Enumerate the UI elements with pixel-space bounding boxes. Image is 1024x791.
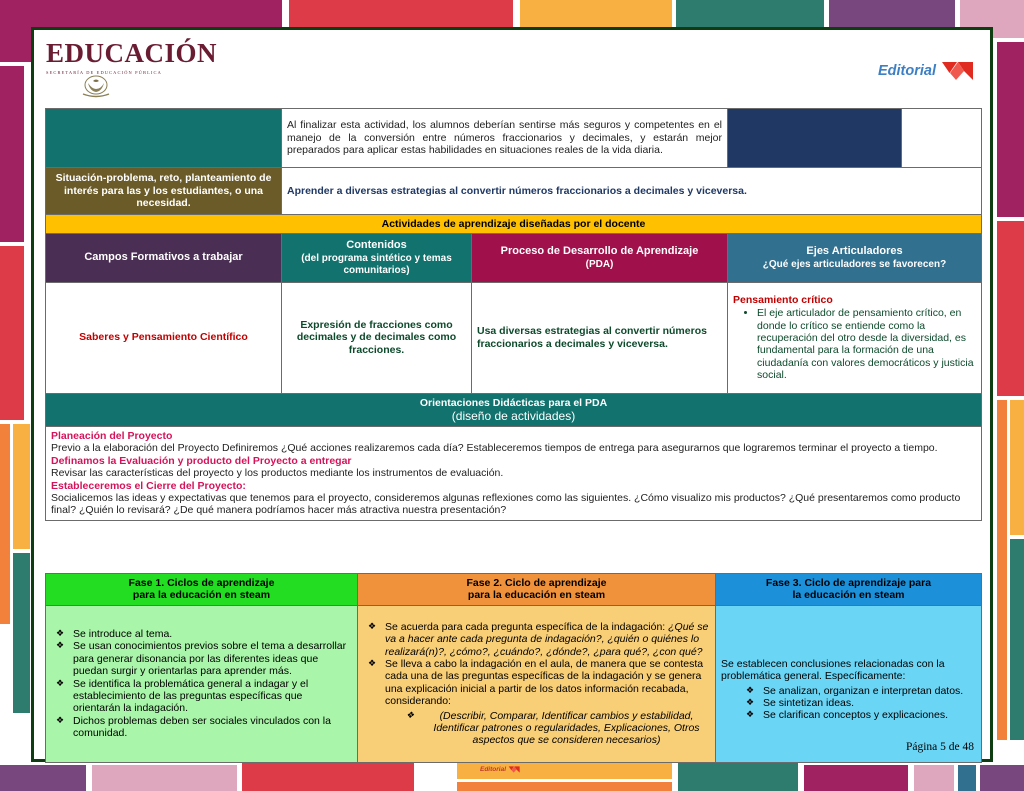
orientaciones-heading: Estableceremos el Cierre del Proyecto:	[51, 479, 246, 492]
table-row-situation	[46, 168, 982, 215]
mosaic-block	[0, 246, 24, 420]
phase-1-title-line2: para la educación en steam	[132, 589, 271, 602]
blank-cell	[902, 109, 982, 168]
list-item: ❖ Se analizan, organizan e interpretan datos.	[761, 685, 976, 697]
orientaciones-bar	[46, 393, 982, 427]
cell-contenidos-value: Expresión de fracciones como decimales y de decimales como fracciones.	[282, 282, 472, 393]
list-item: ❖ (Describir, Comparar, Identificar cambios y estabilidad, Identificar patrones o regularidades, Explicaciones, Otros aspectos que se consideren necesarios)	[421, 710, 710, 747]
list-item: ❖ Se introduce al tema.	[71, 628, 352, 640]
publisher-logo	[878, 60, 974, 82]
col-header-ejes-title: Ejes Articuladores	[806, 245, 903, 258]
col-header-pda-sub: (PDA)	[585, 258, 614, 270]
col-header-contenidos-title: Contenidos	[346, 239, 407, 252]
md-mark-icon	[508, 765, 520, 774]
mosaic-block	[92, 765, 237, 791]
teal-spacer-cell	[46, 109, 282, 168]
phase-1-title-line1: Fase 1. Ciclos de aprendizaje	[128, 577, 275, 589]
orientaciones-paragraph: Socialicemos las ideas y expectativas que tenemos para el proyecto, consideremos algunas reflexiones como las siguientes. ¿Cómo visualizo mis productos? ¿Qué presentaremos como producto final? ¿Quién lo revisará? ¿De qué manera podríamos hacer más atractiva nuestra presentación?	[51, 491, 961, 517]
ejes-bullet-list	[733, 307, 976, 381]
cell-campos-value: Saberes y Pensamiento Científico	[46, 282, 282, 393]
orientaciones-heading: Planeación del Proyecto	[51, 430, 173, 443]
orientaciones-heading: Definamos la Evaluación y producto del Proyecto a entregar	[51, 454, 352, 467]
page-number: Página 5 de 48	[905, 741, 974, 753]
mosaic-block	[980, 765, 1024, 791]
sep-logo-subtitle: SECRETARÍA DE EDUCACIÓN PÚBLICA	[46, 70, 162, 75]
sep-logo	[46, 40, 217, 75]
col-header-contenidos	[282, 234, 472, 282]
mosaic-block	[0, 66, 24, 242]
phase-3-header	[716, 574, 982, 606]
navy-spacer-cell	[728, 109, 902, 168]
list-item	[383, 621, 710, 658]
orientaciones-title: Orientaciones Didácticas para el PDA	[419, 396, 608, 409]
list-item: • El eje articulador de pensamiento crítico, en donde lo crítico se entiende como la recuperación del otro desde la diversidad, es fundamental para la formación de una ciudadanía con valores democráticos y justicia social.	[757, 307, 976, 381]
phase-1-body	[46, 605, 358, 762]
list-item: ❖ Se identifica la problemática general a indagar y el establecimiento de las preguntas específicas que orientarán la indagación.	[71, 678, 352, 715]
mosaic-block	[997, 42, 1024, 217]
phase-3-lead: Se establecen conclusiones relacionadas con la problemática general. Específicamente:	[721, 657, 945, 683]
phases-body-row	[46, 605, 982, 762]
table-row-column-headers	[46, 234, 982, 282]
phase-3-bullet-list	[721, 685, 976, 722]
footer-publisher-label: Editorial	[480, 765, 507, 773]
table-row-outcome	[46, 109, 982, 168]
mosaic-block	[997, 400, 1007, 740]
outcome-text: Al finalizar esta actividad, los alumnos deberían sentirse más seguros y competentes en el manejo de la conversión entre números fraccionarios y decimales, y estarán mejor preparados para aplicar estas habilidades en situaciones reales de la vida diaria.	[282, 109, 728, 168]
document-page	[31, 27, 993, 762]
col-header-contenidos-sub: (del programa sintético y temas comunitarios)	[301, 252, 452, 276]
mosaic-block	[997, 221, 1024, 396]
list-item: ❖ Se usan conocimientos previos sobre el tema a desarrollar para generar disonancia por las diferentes ideas que puedan surgir y orientarlas para aprender más.	[71, 640, 352, 677]
col-header-pda-title: Proceso de Desarrollo de Aprendizaje	[500, 245, 699, 258]
sep-logo-wordmark: EDUCACIÓN	[46, 38, 218, 68]
phase-3-body	[716, 605, 982, 762]
mosaic-block	[0, 765, 86, 791]
phase-1-header	[46, 574, 358, 606]
phases-table	[45, 573, 982, 763]
activities-bar-label: Actividades de aprendizaje diseñadas por el docente	[46, 215, 982, 234]
planning-table	[45, 108, 982, 521]
col-header-pda	[472, 234, 728, 282]
table-row-orientaciones-body	[46, 427, 982, 521]
mosaic-block	[13, 553, 30, 713]
mosaic-block	[13, 424, 30, 549]
publisher-label: Editorial	[877, 63, 936, 79]
col-header-ejes-sub: ¿Qué ejes articuladores se favorecen?	[762, 258, 947, 270]
mexican-coat-of-arms-icon	[79, 74, 113, 100]
phase-3-title-line2: la educación en steam	[792, 589, 905, 602]
phase-2-body	[358, 605, 716, 762]
phase-2-title-line1: Fase 2. Ciclo de aprendizaje	[466, 577, 607, 589]
phase-2-title-line2: para la educación en steam	[467, 589, 606, 602]
situation-text: Aprender a diversas estrategias al convertir números fraccionarios a decimales y viceversa.	[282, 168, 982, 215]
orientaciones-subtitle: (diseño de actividades)	[451, 408, 576, 423]
mosaic-block	[457, 782, 672, 791]
mosaic-block	[804, 765, 908, 791]
md-mark-icon	[940, 60, 974, 82]
mosaic-block	[0, 424, 10, 624]
table-row-orientaciones-bar	[46, 393, 982, 427]
list-item: ❖ Dichos problemas deben ser sociales vinculados con la comunidad.	[71, 715, 352, 740]
phase-2-nested-list	[385, 710, 710, 747]
situation-label: Situación-problema, reto, planteamiento de interés para las y los estudiantes, o una necesidad.	[46, 168, 282, 215]
phase-2-bullet-list	[363, 621, 710, 747]
cell-pda-value: Usa diversas estrategias al convertir números fraccionarios a decimales y viceversa.	[472, 282, 728, 393]
table-row-activities-bar	[46, 215, 982, 234]
mosaic-block	[958, 765, 976, 791]
list-item: ❖ Se sintetizan ideas.	[761, 697, 976, 709]
page-header	[34, 36, 990, 102]
phase-3-title-line1: Fase 3. Ciclo de aprendizaje para	[765, 577, 932, 589]
list-item: ❖ Se clarifican conceptos y explicaciones.	[761, 709, 976, 721]
phase-2-bullet1-lead: Se acuerda para cada pregunta específica de la indagación:	[385, 620, 666, 633]
cell-ejes-value	[728, 282, 982, 393]
phase-1-bullet-list	[51, 628, 352, 739]
phase-2-bullet2: Se lleva a cabo la indagación en el aula, de manera que se contesta cada una de las preguntas específicas de la indagación y se genera una explicación inicial a partir de los datos información recabada, considerando:	[385, 658, 704, 708]
mosaic-block	[1010, 539, 1024, 740]
mosaic-block	[914, 765, 954, 791]
table-row-values	[46, 282, 982, 393]
orientaciones-paragraph: Previo a la elaboración del Proyecto Definiremos ¿Qué acciones realizaremos cada día? Estableceremos tiempos de entrega para asegurarnos que lograremos terminar el proyecto a tiempo.	[51, 442, 938, 455]
list-item	[383, 658, 710, 747]
col-header-ejes	[728, 234, 982, 282]
phases-header-row	[46, 574, 982, 606]
mosaic-block	[1010, 400, 1024, 535]
orientaciones-body	[46, 427, 982, 521]
ejes-heading: Pensamiento crítico	[733, 293, 833, 306]
phase-2-header	[358, 574, 716, 606]
footer-publisher-watermark	[480, 762, 570, 776]
phase-2-bullet1-italic: ¿Qué se va a hacer ante cada pregunta de indagación?, ¿quién o quiénes lo realizará(n)?, ¿cómo?, ¿cuándo?, ¿dónde?, ¿para qué?, ¿con qué?	[385, 620, 709, 658]
col-header-campos: Campos Formativos a trabajar	[46, 234, 282, 282]
orientaciones-paragraph: Revisar las características del proyecto y los productos mediante los instrumentos de evaluación.	[51, 467, 504, 480]
